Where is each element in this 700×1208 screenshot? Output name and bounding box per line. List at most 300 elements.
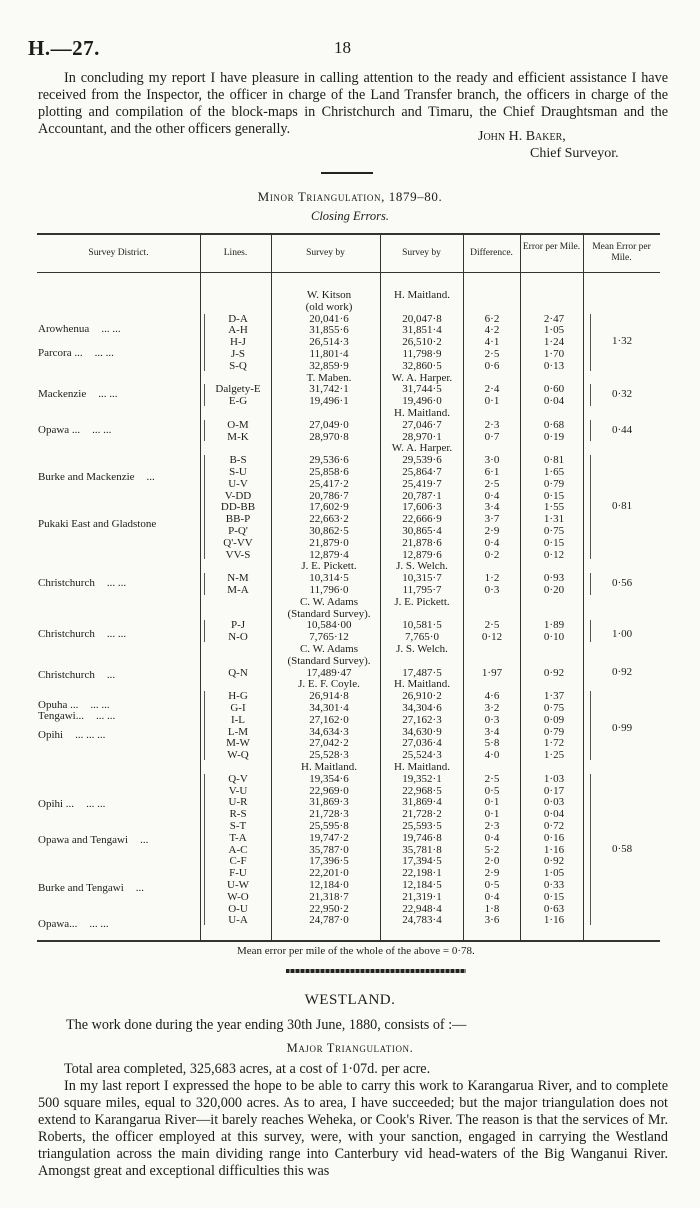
- table-title: Minor Triangulation, 1879–80.: [257, 189, 443, 204]
- district-leader-dots: ... ...: [106, 627, 127, 640]
- difference-cell: 2·0: [484, 855, 500, 868]
- district-leader-dots: ...: [140, 834, 149, 847]
- difference-cell: 1·2: [484, 572, 500, 585]
- survey-district-label: [38, 710, 115, 722]
- brace-line: [204, 314, 205, 371]
- district-leader-dots: ... ...: [106, 577, 127, 590]
- district-leader-dots: ... ...: [101, 323, 121, 336]
- district-name: Opawa ...: [38, 423, 81, 436]
- survey-by-cell: 34,304·6: [402, 702, 442, 714]
- survey-district-label: [38, 424, 111, 436]
- section-divider-2: [286, 969, 466, 973]
- survey-by-cell: T. Maben.: [306, 371, 352, 384]
- survey-by-cell: 22,198·1: [402, 867, 442, 880]
- error-per-mile-cell: 0·15: [543, 489, 565, 502]
- line-cell: U-R: [228, 796, 248, 809]
- error-per-mile-cell: 0·92: [543, 855, 565, 868]
- district-name: Opihi ...: [38, 797, 75, 810]
- survey-by-cell: 19,352·1: [402, 772, 442, 785]
- error-per-mile-cell: 0·75: [543, 702, 565, 714]
- brace-line: [590, 455, 591, 559]
- error-per-mile-cell: 0·04: [543, 395, 565, 408]
- survey-by-cell: 19,747·2: [309, 831, 349, 844]
- survey-by-cell: H. Maitland.: [394, 289, 450, 301]
- survey-district-label: [38, 798, 105, 810]
- line-cell: Dalgety-E: [215, 383, 261, 396]
- survey-by-cell: 26,910·2: [402, 690, 442, 703]
- error-per-mile-cell: 1·70: [543, 348, 565, 360]
- error-per-mile-cell: 0·68: [543, 418, 565, 431]
- difference-cell: 0·3: [484, 584, 500, 596]
- survey-by-cell: 26,510·2: [402, 336, 442, 349]
- line-cell: J-S: [230, 348, 246, 360]
- error-per-mile-cell: 0·72: [543, 820, 565, 832]
- line-cell: N-O: [228, 631, 248, 644]
- error-per-mile-cell: 0·09: [543, 713, 565, 726]
- survey-by-cell: 21,879·0: [309, 536, 349, 549]
- survey-district-label: [38, 518, 168, 530]
- line-cell: P-J: [230, 619, 246, 632]
- survey-by-cell: 31,855·6: [309, 324, 349, 337]
- difference-cell: 2·4: [484, 383, 500, 396]
- district-name: Christchurch: [38, 577, 95, 590]
- survey-by-cell: 10,581·5: [402, 619, 442, 632]
- difference-cell: 4·6: [484, 690, 500, 703]
- table-header-rule: [37, 272, 660, 273]
- line-cell: U-V: [228, 477, 248, 490]
- survey-by-cell: 27,162·3: [402, 713, 442, 726]
- line-cell: H-G: [228, 690, 248, 703]
- line-cell: M-W: [226, 737, 250, 750]
- survey-by-cell: 21,319·1: [402, 890, 442, 903]
- survey-by-cell: 31,869·3: [309, 796, 349, 809]
- district-name: Christchurch: [38, 669, 95, 682]
- survey-by-cell: 32,859·9: [309, 359, 349, 372]
- survey-by-cell: 22,948·4: [402, 902, 442, 915]
- line-cell: M-K: [227, 430, 249, 443]
- survey-district-label: [38, 347, 114, 359]
- survey-district-label: [38, 323, 121, 335]
- survey-by-cell: 17,602·9: [309, 501, 349, 514]
- difference-cell: 3·6: [484, 914, 500, 927]
- difference-cell: 0·2: [484, 548, 500, 561]
- difference-cell: 2·5: [484, 348, 500, 360]
- survey-by-cell: 20,787·1: [402, 489, 442, 502]
- line-cell: V-DD: [224, 489, 252, 502]
- column-header: Difference.: [470, 248, 513, 258]
- district-leader-dots: ... ...: [89, 918, 109, 931]
- survey-by-cell: J. E. Pickett.: [394, 595, 450, 608]
- survey-by-cell: 34,301·4: [309, 702, 349, 714]
- survey-by-cell: W. A. Harper.: [391, 442, 453, 455]
- survey-by-cell: C. W. Adams: [299, 595, 359, 608]
- column-header: Lines.: [223, 248, 248, 258]
- westland-intro: The work done during the year ending 30th June, 1880, consists of :—: [66, 1017, 467, 1033]
- survey-by-cell: 12,879·6: [402, 548, 442, 561]
- difference-cell: 0·5: [484, 784, 500, 797]
- line-cell: P-Q': [228, 525, 248, 537]
- table-top-rule: [37, 233, 660, 235]
- line-cell: VV-S: [225, 548, 251, 561]
- district-name: Opawa...: [38, 918, 78, 931]
- survey-by-cell: 20,786·7: [309, 489, 349, 502]
- difference-cell: 4·1: [484, 336, 500, 349]
- difference-cell: 0·4: [484, 890, 500, 903]
- survey-district-label: [38, 471, 155, 483]
- line-cell: U-W: [227, 879, 249, 891]
- survey-by-cell: 27,049·0: [309, 418, 349, 431]
- district-leader-dots: ...: [135, 881, 145, 894]
- survey-by-cell: H. Maitland.: [301, 761, 357, 773]
- survey-district-label: [38, 834, 148, 846]
- mean-error-cell: 1·32: [612, 335, 633, 348]
- survey-by-cell: 21,318·7: [309, 890, 349, 903]
- error-per-mile-cell: 1·31: [543, 513, 565, 526]
- column-divider: [463, 233, 464, 940]
- difference-cell: 0·4: [484, 536, 500, 549]
- difference-cell: 0·6: [484, 359, 500, 372]
- survey-by-cell: 11,798·9: [402, 348, 442, 360]
- brace-line: [590, 620, 591, 642]
- survey-by-cell: 27,162·0: [309, 713, 349, 726]
- error-per-mile-cell: 1·65: [543, 466, 565, 478]
- error-per-mile-cell: 1·25: [543, 749, 565, 762]
- survey-by-cell: 17,394·5: [402, 855, 442, 868]
- survey-by-cell: 25,417·2: [309, 477, 349, 490]
- line-cell: D-A: [228, 312, 248, 325]
- mean-error-cell: 0·44: [612, 423, 633, 436]
- survey-by-cell: 17,606·3: [402, 501, 442, 514]
- difference-cell: 2·5: [484, 772, 500, 785]
- column-divider: [380, 233, 381, 940]
- survey-by-cell: 21,728·2: [402, 808, 442, 821]
- difference-cell: 2·3: [484, 820, 500, 832]
- survey-by-cell: 22,666·9: [402, 513, 442, 526]
- survey-by-cell: 11,795·7: [402, 584, 442, 596]
- column-header: Survey by: [306, 248, 345, 258]
- survey-by-cell: 22,663·2: [309, 513, 349, 526]
- survey-by-cell: 10,584·00: [306, 619, 352, 632]
- survey-by-cell: H. Maitland.: [394, 678, 450, 691]
- survey-by-cell: 32,860·5: [402, 359, 442, 372]
- survey-by-cell: 11,801·4: [309, 348, 349, 360]
- survey-by-cell: 28,970·8: [309, 430, 349, 443]
- survey-by-cell: 19,746·8: [402, 831, 442, 844]
- error-per-mile-cell: 0·20: [543, 584, 565, 596]
- difference-cell: 0·3: [484, 713, 500, 726]
- survey-by-cell: 27,046·7: [402, 418, 442, 431]
- westland-body: In my last report I expressed the hope to be able to carry this work to Karangarua River, and to complete 500 square miles, equal to 320,000 acres. As to area, I have succeeded; but the major triangulation does not extend to Karangarua River—it barely reaches Weheka, or Cook's River. The reason is that the services of Mr. Roberts, the officer employed at this survey, were, with your sanction, engaged in carrying the Westland triangulation across the main dividing range into Canterbury vid head-waters of the Big Wanganui River. Amongst great and exceptional difficulties this was: [38, 1078, 668, 1179]
- difference-cell: 0·1: [484, 808, 500, 821]
- survey-by-cell: 25,528·3: [309, 749, 349, 762]
- survey-by-cell: 27,042·2: [309, 737, 349, 750]
- line-cell: T-A: [229, 831, 247, 844]
- district-name: Tengawi...: [38, 710, 84, 723]
- line-cell: O-M: [227, 418, 249, 431]
- line-cell: M-A: [227, 584, 249, 596]
- survey-district-label: [38, 729, 105, 741]
- line-cell: V-U: [228, 784, 248, 797]
- survey-by-cell: 17,396·5: [309, 855, 349, 868]
- error-per-mile-cell: 0·81: [543, 454, 565, 467]
- district-name: Christchurch: [38, 627, 95, 640]
- brace-line: [204, 774, 205, 925]
- major-triangulation-heading: Major Triangulation.: [286, 1041, 414, 1055]
- error-per-mile-cell: 1·24: [543, 336, 565, 349]
- district-name: Opawa and Tengawi: [38, 834, 129, 847]
- district-name: Opihi: [38, 729, 64, 742]
- survey-by-cell: W. Kitson: [306, 289, 352, 301]
- survey-by-cell: 31,851·4: [402, 324, 442, 337]
- survey-district-label: [38, 669, 115, 681]
- difference-cell: 2·9: [484, 867, 500, 880]
- survey-by-cell: 19,496·0: [402, 395, 442, 408]
- error-per-mile-cell: 0·15: [543, 890, 565, 903]
- table-bottom-rule: [37, 940, 660, 942]
- difference-cell: 3·4: [484, 501, 500, 514]
- difference-cell: 0·1: [484, 796, 500, 809]
- survey-by-cell: 34,630·9: [402, 725, 442, 738]
- westland-heading: WESTLAND.: [304, 992, 396, 1008]
- survey-district-label: [38, 628, 126, 640]
- district-name: Opuha ...: [38, 698, 79, 711]
- error-per-mile-cell: 1·16: [543, 843, 565, 856]
- mean-error-cell: 0·58: [612, 842, 633, 855]
- column-header: Error per Mile.: [522, 242, 581, 252]
- error-per-mile-cell: 0·60: [543, 383, 565, 396]
- line-cell: R-S: [229, 808, 247, 821]
- error-per-mile-cell: 0·03: [543, 796, 565, 809]
- difference-cell: 4·0: [484, 749, 500, 762]
- survey-by-cell: 7,765·12: [309, 631, 349, 644]
- survey-by-cell: 35,781·8: [402, 843, 442, 856]
- survey-by-cell: (Standard Survey).: [287, 654, 371, 667]
- district-leader-dots: ... ...: [92, 423, 112, 436]
- table-subtitle: Closing Errors.: [310, 209, 390, 223]
- survey-by-cell: 11,796·0: [309, 584, 349, 596]
- column-header: Survey District.: [88, 248, 149, 258]
- brace-line: [590, 314, 591, 371]
- survey-by-cell: 12,879·4: [309, 548, 349, 561]
- survey-by-cell: 21,728·3: [309, 808, 349, 821]
- line-cell: F-U: [229, 867, 247, 880]
- survey-by-cell: 30,865·4: [402, 525, 442, 537]
- difference-cell: 3·0: [484, 454, 500, 467]
- mean-error-cell: 0·92: [612, 665, 633, 678]
- survey-by-cell: (old work): [305, 300, 353, 313]
- survey-by-cell: 30,862·5: [309, 525, 349, 537]
- survey-district-label: [38, 882, 144, 894]
- mean-error-cell: 1·00: [612, 627, 633, 640]
- signature-title: Chief Surveyor.: [530, 146, 619, 161]
- line-cell: DD-BB: [220, 501, 256, 514]
- mean-error-cell: 0·99: [612, 722, 633, 735]
- line-cell: W-Q: [227, 749, 249, 762]
- column-header: Mean Error per Mile.: [592, 242, 651, 263]
- error-per-mile-cell: 0·13: [543, 359, 565, 372]
- district-name: Parcora ...: [38, 347, 83, 359]
- survey-by-cell: 20,041·6: [309, 312, 349, 325]
- survey-by-cell: 25,864·7: [402, 466, 442, 478]
- brace-line: [590, 384, 591, 406]
- survey-by-cell: H. Maitland.: [394, 761, 450, 773]
- survey-by-cell: 31,744·5: [402, 383, 442, 396]
- survey-by-cell: 10,314·5: [309, 572, 349, 585]
- district-name: Arowhenua: [38, 323, 90, 336]
- survey-by-cell: J. E. F. Coyle.: [298, 678, 360, 691]
- line-cell: Q'-VV: [223, 536, 253, 549]
- difference-cell: 2·5: [484, 477, 500, 490]
- difference-cell: 6·1: [484, 466, 500, 478]
- line-cell: U-A: [228, 914, 248, 927]
- page-number: 18: [334, 38, 351, 57]
- survey-by-cell: 22,969·0: [309, 784, 349, 797]
- error-per-mile-cell: 0·16: [543, 831, 565, 844]
- survey-by-cell: 27,036·4: [402, 737, 442, 750]
- line-cell: N-M: [227, 572, 249, 585]
- survey-district-label: [38, 699, 110, 711]
- brace-line: [204, 384, 205, 406]
- line-cell: Q-V: [228, 772, 248, 785]
- survey-by-cell: 34,634·3: [309, 725, 349, 738]
- difference-cell: 2·5: [484, 619, 500, 632]
- survey-by-cell: 24,783·4: [402, 914, 442, 927]
- error-per-mile-cell: 1·05: [543, 867, 565, 880]
- district-leader-dots: ...: [146, 470, 155, 483]
- error-per-mile-cell: 0·33: [543, 879, 565, 891]
- error-per-mile-cell: 0·04: [543, 808, 565, 821]
- district-leader-dots: ... ...: [95, 710, 116, 723]
- line-cell: BB-P: [225, 513, 251, 526]
- survey-by-cell: H. Maitland.: [394, 407, 450, 419]
- column-divider: [200, 233, 201, 940]
- column-divider: [583, 233, 584, 940]
- district-leader-dots: ...: [106, 669, 116, 682]
- line-cell: S-U: [229, 466, 247, 478]
- error-per-mile-cell: 1·72: [543, 737, 565, 750]
- survey-by-cell: C. W. Adams: [299, 643, 359, 655]
- survey-by-cell: 25,593·5: [402, 820, 442, 832]
- difference-cell: 2·3: [484, 418, 500, 431]
- brace-line: [590, 420, 591, 442]
- mean-error-cell: 0·32: [612, 388, 633, 401]
- survey-by-cell: 25,595·8: [309, 820, 349, 832]
- survey-by-cell: 12,184·5: [402, 879, 442, 891]
- column-divider: [520, 233, 521, 940]
- difference-cell: 2·9: [484, 525, 500, 537]
- error-per-mile-cell: 0·79: [543, 477, 565, 490]
- mean-error-cell: 0·56: [612, 577, 633, 590]
- survey-by-cell: 26,514·3: [309, 336, 349, 349]
- error-per-mile-cell: 0·15: [543, 536, 565, 549]
- district-leader-dots: ... ... ...: [75, 729, 106, 742]
- error-per-mile-cell: 0·17: [543, 784, 565, 797]
- district-leader-dots: ... ...: [98, 388, 118, 401]
- line-cell: H-J: [230, 336, 246, 349]
- error-per-mile-cell: 0·10: [543, 631, 565, 644]
- line-cell: A-H: [228, 324, 248, 337]
- brace-line: [204, 455, 205, 559]
- survey-by-cell: 29,539·6: [402, 454, 442, 467]
- survey-by-cell: W. A. Harper.: [391, 371, 453, 384]
- district-name: Burke and Tengawi: [38, 881, 124, 894]
- survey-by-cell: 31,742·1: [309, 383, 349, 396]
- difference-cell: 0·7: [484, 430, 500, 443]
- signature-name: John H. Baker,: [478, 129, 566, 144]
- district-name: Pukaki East and Gladstone: [38, 518, 157, 531]
- error-per-mile-cell: 0·93: [543, 572, 565, 585]
- brace-line: [590, 774, 591, 925]
- district-name: Mackenzie: [38, 388, 87, 401]
- brace-line: [204, 573, 205, 595]
- survey-district-label: [38, 577, 126, 589]
- survey-by-cell: 17,487·5: [402, 666, 442, 679]
- difference-cell: 3·4: [484, 725, 500, 738]
- difference-cell: 6·2: [484, 312, 500, 325]
- report-code: H.—27.: [28, 36, 100, 60]
- survey-by-cell: J. S. Welch.: [396, 643, 448, 655]
- section-divider: [321, 172, 373, 174]
- survey-by-cell: 25,858·6: [309, 466, 349, 478]
- line-cell: Q-N: [228, 666, 248, 679]
- survey-by-cell: 19,496·1: [309, 395, 349, 408]
- difference-cell: 0·1: [484, 395, 500, 408]
- error-per-mile-cell: 1·03: [543, 772, 565, 785]
- error-per-mile-cell: 2·47: [543, 312, 565, 325]
- line-cell: B-S: [229, 454, 247, 467]
- brace-line: [204, 420, 205, 442]
- error-per-mile-cell: 0·79: [543, 725, 565, 738]
- brace-line: [590, 691, 591, 760]
- intro-paragraph: In concluding my report I have pleasure in calling attention to the ready and efficient assistance I have received from the Inspector, the officer in charge of the Land Transfer branch, the officers in charge of the plotting and compilation of the block-maps in Christchurch and Timaru, the Chief Draughtsman and the Accountant, and the other officers generally.: [38, 70, 668, 137]
- error-per-mile-cell: 0·75: [543, 525, 565, 537]
- survey-by-cell: 31,869·4: [402, 796, 442, 809]
- difference-cell: 0·12: [481, 631, 503, 644]
- error-per-mile-cell: 0·63: [543, 902, 565, 915]
- error-per-mile-cell: 0·92: [543, 666, 565, 679]
- district-leader-dots: ... ...: [94, 347, 114, 359]
- line-cell: A-C: [228, 843, 248, 856]
- line-cell: S-Q: [229, 359, 247, 372]
- difference-cell: 4·2: [484, 324, 500, 337]
- difference-cell: 5·8: [484, 737, 500, 750]
- difference-cell: 5·2: [484, 843, 500, 856]
- survey-by-cell: 24,787·0: [309, 914, 349, 927]
- difference-cell: 0·4: [484, 489, 500, 502]
- line-cell: S-T: [229, 820, 247, 832]
- survey-by-cell: 20,047·8: [402, 312, 442, 325]
- error-per-mile-cell: 0·19: [543, 430, 565, 443]
- line-cell: E-G: [228, 395, 248, 408]
- error-per-mile-cell: 1·89: [543, 619, 565, 632]
- line-cell: L-M: [227, 725, 249, 738]
- survey-by-cell: (Standard Survey).: [287, 607, 371, 620]
- difference-cell: 1·97: [481, 666, 503, 679]
- error-per-mile-cell: 0·12: [543, 548, 565, 561]
- line-cell: C-F: [229, 855, 247, 868]
- column-header: Survey by: [402, 248, 441, 258]
- survey-by-cell: 22,201·0: [309, 867, 349, 880]
- survey-by-cell: 28,970·1: [402, 430, 442, 443]
- survey-district-label: [38, 918, 109, 930]
- survey-by-cell: J. E. Pickett.: [301, 560, 357, 573]
- district-leader-dots: ... ...: [86, 797, 106, 810]
- table-footnote: Mean error per mile of the whole of the above = 0·78.: [237, 945, 475, 957]
- difference-cell: 3·2: [484, 702, 500, 714]
- column-divider: [271, 233, 272, 940]
- difference-cell: 0·5: [484, 879, 500, 891]
- district-name: Burke and Mackenzie: [38, 470, 135, 483]
